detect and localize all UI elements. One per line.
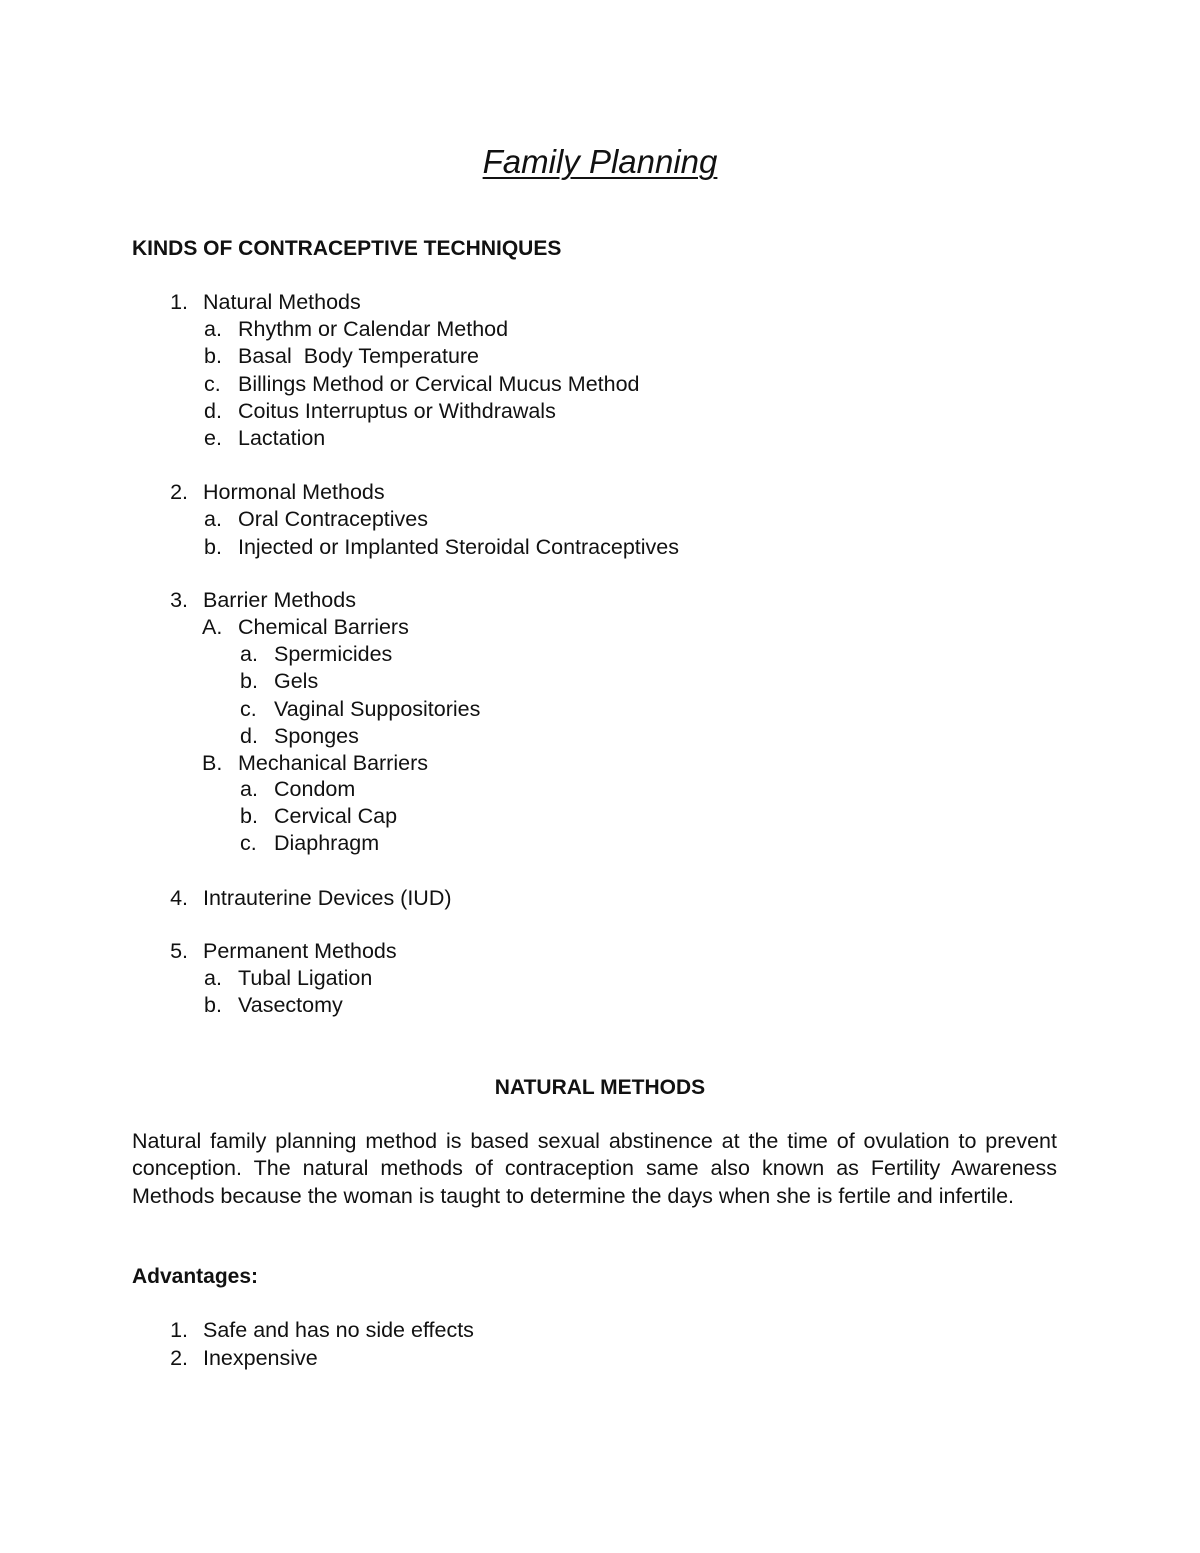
list-marker: a. <box>204 966 222 990</box>
list-marker: c. <box>240 697 257 721</box>
list-item: Tubal Ligation <box>238 966 373 990</box>
list-marker: c. <box>240 831 257 855</box>
list-marker: 3. <box>170 588 188 612</box>
method-label: Barrier Methods <box>203 588 356 612</box>
advantages-heading: Advantages: <box>132 1265 259 1288</box>
list-marker: b. <box>204 344 222 368</box>
section-heading-kinds: KINDS OF CONTRACEPTIVE TECHNIQUES <box>132 237 562 260</box>
list-marker: d. <box>204 399 222 423</box>
section-heading-natural-methods: NATURAL METHODS <box>494 1076 706 1099</box>
list-marker: b. <box>204 535 222 559</box>
list-item: Vaginal Suppositories <box>274 697 481 721</box>
natural-methods-paragraph: Natural family planning method is based sexual abstinence at the time of ovulation to prevent conception. The natural methods of contraception same also known as Fertility Awareness Methods because the woman is taught to determine the days when she is fertile and infertile. <box>132 1129 1057 1208</box>
list-marker: B. <box>202 751 223 775</box>
list-item: Coitus Interruptus or Withdrawals <box>238 399 556 423</box>
list-marker: 4. <box>170 886 188 910</box>
list-marker: a. <box>240 642 258 666</box>
list-marker: 1. <box>170 290 188 314</box>
method-label: Permanent Methods <box>203 939 397 963</box>
method-label: Natural Methods <box>203 290 361 314</box>
list-item: Condom <box>274 777 356 801</box>
list-item: Billings Method or Cervical Mucus Method <box>238 372 640 396</box>
list-item: Safe and has no side effects <box>203 1318 474 1342</box>
list-marker: a. <box>204 507 222 531</box>
list-item: Injected or Implanted Steroidal Contraceptives <box>238 535 679 559</box>
document-title: Family Planning <box>482 143 718 180</box>
method-label: Hormonal Methods <box>203 480 385 504</box>
method-label: Intrauterine Devices (IUD) <box>203 886 452 910</box>
list-item: Rhythm or Calendar Method <box>238 317 509 341</box>
list-item: Oral Contraceptives <box>238 507 428 531</box>
list-marker: a. <box>204 317 222 341</box>
list-item: Lactation <box>238 426 326 450</box>
list-marker: b. <box>240 804 258 828</box>
list-item: Sponges <box>274 724 359 748</box>
list-item: Cervical Cap <box>274 804 398 828</box>
list-item: Vasectomy <box>238 993 343 1017</box>
list-marker: A. <box>202 615 223 639</box>
list-marker: e. <box>204 426 222 450</box>
list-marker: a. <box>240 777 258 801</box>
list-marker: d. <box>240 724 258 748</box>
list-marker: 1. <box>170 1318 188 1342</box>
list-marker: 2. <box>170 1346 188 1370</box>
list-item: Inexpensive <box>203 1346 318 1370</box>
list-item: Spermicides <box>274 642 393 666</box>
list-item: Diaphragm <box>274 831 380 855</box>
list-marker: b. <box>240 669 258 693</box>
list-item: Gels <box>274 669 319 693</box>
list-marker: 5. <box>170 939 188 963</box>
list-item: Basal Body Temperature <box>238 344 480 368</box>
list-marker: c. <box>204 372 221 396</box>
group-label: Chemical Barriers <box>238 615 409 639</box>
list-marker: 2. <box>170 480 188 504</box>
group-label: Mechanical Barriers <box>238 751 428 775</box>
list-marker: b. <box>204 993 222 1017</box>
